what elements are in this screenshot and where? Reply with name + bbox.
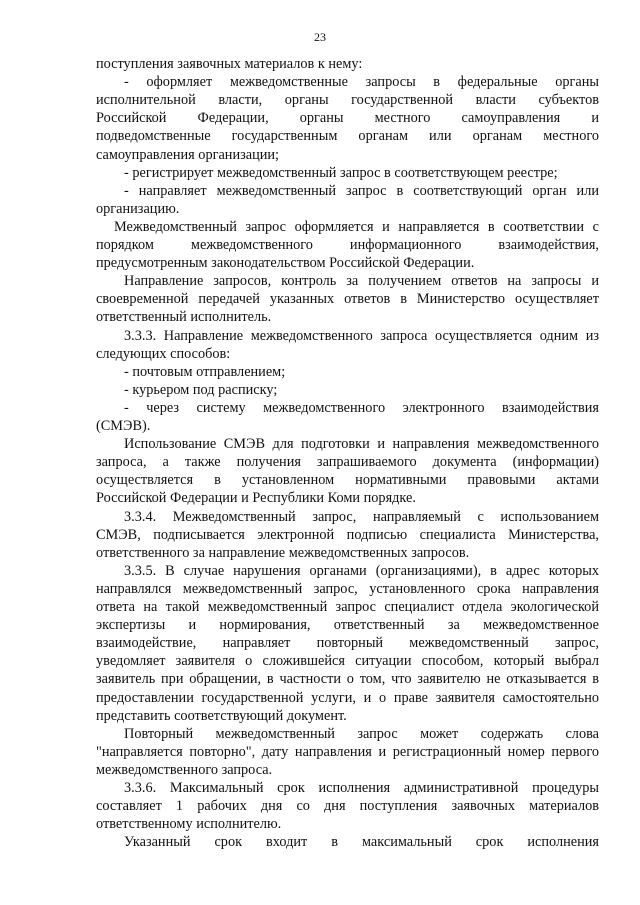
text-line: представить соответствующий документ. <box>96 707 347 724</box>
text-line: Межведомственный запрос оформляется и направляется в соответствии с <box>114 218 599 235</box>
text-line: организацию. <box>96 200 180 217</box>
text-line: Российской Федерации, органы местного самоуправления и <box>96 110 599 127</box>
text-line: - направляет межведомственный запрос в соответствующий орган или <box>124 182 599 199</box>
text-line: ответа на такой межведомственный запрос специалист отдела экологической <box>96 599 599 615</box>
text-line: составляет 1 рабочих дня со дня поступления заявочных материалов <box>96 798 599 815</box>
text-line: 3.3.4. Межведомственный запрос, направляемый с использованием <box>124 508 599 525</box>
text-line: следующих способов: <box>96 345 231 362</box>
text-line: 3.3.5. В случае нарушения органами (организациями), в адрес которых <box>124 562 599 579</box>
text-line: поступления заявочных материалов к нему: <box>96 56 363 72</box>
text-line: - через систему межведомственного электронного взаимодействия <box>124 399 599 416</box>
text-line: "направляется повторно", дату направления и регистрационный номер первого <box>96 743 599 760</box>
text-line: предоставлении государственной услуги, и о праве заявителя самостоятельно <box>96 689 599 706</box>
text-line: 3.3.6. Максимальный срок исполнения административной процедуры <box>124 780 599 796</box>
text-line: предусмотренным законодательством Российской Федерации. <box>96 255 475 272</box>
text-line: - почтовым отправлением; <box>124 363 286 380</box>
text-line: уведомляет заявителя о сложившейся ситуации способом, который выбрал <box>96 653 599 670</box>
text-line: экспертизы и нормирования, ответственный за межведомственное <box>96 617 599 634</box>
text-line: своевременной передачей указанных ответов в Министерство осуществляет <box>96 291 599 308</box>
text-line: Российской Федерации и Республики Коми порядке. <box>96 490 416 507</box>
text-line: - регистрирует межведомственный запрос в соответствующем реестре; <box>124 164 558 181</box>
text-line: - оформляет межведомственные запросы в федеральные органы <box>124 74 599 91</box>
text-line: - курьером под расписку; <box>124 381 278 398</box>
text-line: порядком межведомственного информационного взаимодействия, <box>96 237 599 253</box>
text-line: исполнительной власти, органы государственной власти субъектов <box>96 92 599 109</box>
text-line: (СМЭВ). <box>96 418 151 434</box>
text-line: ответственному исполнителю. <box>96 816 282 833</box>
text-line: межведомственного запроса. <box>96 761 273 778</box>
page-number: 23 <box>314 30 326 44</box>
text-line: самоуправления организации; <box>96 146 280 163</box>
text-line: запроса, а также получения запрашиваемого документа (информации) <box>96 454 599 471</box>
text-line: подведомственные государственным органам или органам местного <box>96 128 599 145</box>
text-line: Использование СМЭВ для подготовки и направления межведомственного <box>124 436 599 453</box>
text-line: ответственный исполнитель. <box>96 309 272 326</box>
text-line: Направление запросов, контроль за получением ответов на запросы и <box>124 273 599 290</box>
text-line: Повторный межведомственный запрос может содержать слова <box>124 725 599 742</box>
text-line: 3.3.3. Направление межведомственного запроса осуществляется одним из <box>124 327 599 344</box>
text-line: осуществляется в установленном нормативными правовыми актами <box>96 472 599 489</box>
text-line: СМЭВ, подписывается электронной подписью специалиста Министерства, <box>96 526 599 543</box>
text-line: направлялся межведомственный запрос, установленного срока направления <box>96 580 599 597</box>
text-line: взаимодействие, направляет повторный межведомственный запрос, <box>96 635 599 652</box>
text-line: Указанный срок входит в максимальный срок исполнения <box>124 834 599 851</box>
text-line: ответственного за направление межведомственных запросов. <box>96 544 470 561</box>
text-line: заявитель при обращении, в частности о том, что заявителю не отказывается в <box>96 671 599 688</box>
